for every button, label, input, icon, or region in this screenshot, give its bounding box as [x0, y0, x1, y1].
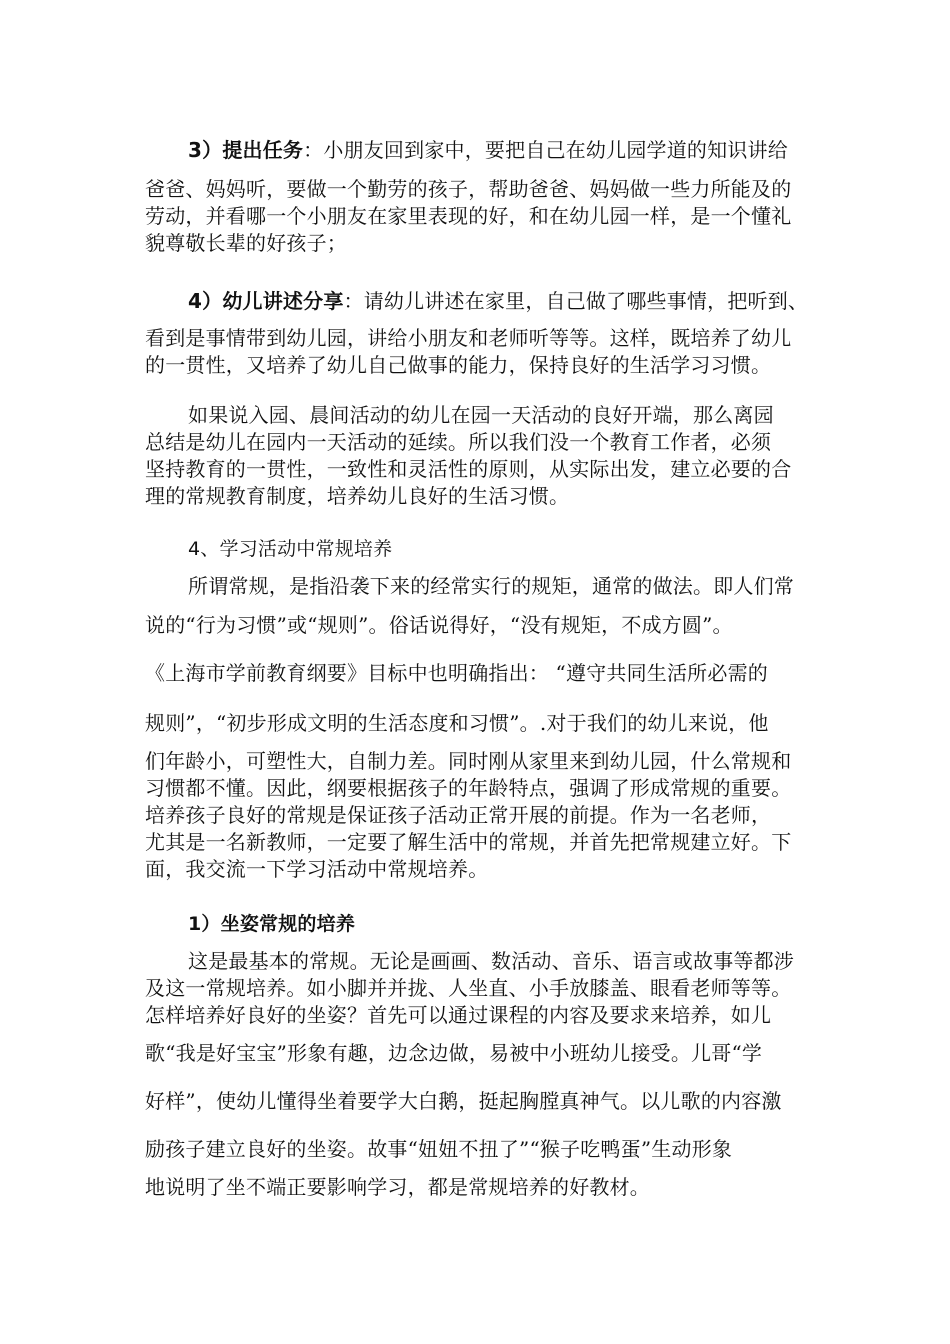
- routine-line: 说的“行为习惯”或“规则”。俗话说得好，“没有规矩，不成方圆”。: [145, 613, 733, 637]
- posture-line: 歌“我是好宝宝”形象有趣，边念边做，易被中小班幼儿接受。儿哥“学: [145, 1041, 763, 1065]
- task3-line: 劳动，并看哪一个小朋友在家里表现的好，和在幼儿园一样，是一个懂礼: [145, 204, 792, 228]
- routine-line: 们年龄小，可塑性大，自制力差。同时刚从家里来到幼儿园，什么常规和: [145, 749, 792, 773]
- task4-first-line: [188, 288, 808, 314]
- summary-line: 理的常规教育制度，培养幼儿良好的生活习惯。: [145, 484, 570, 508]
- posture-line: 地说明了坐不端正要影响学习，都是常规培养的好教材。: [145, 1175, 650, 1199]
- posture-first-line: 这是最基本的常规。无论是画画、数活动、音乐、语言或故事等都涉: [188, 949, 794, 973]
- task3-text: ：小朋友回到家中，要把自己在幼儿园学道的知识讲给: [303, 138, 788, 162]
- routine-line: 《上海市学前教育纲要》目标中也明确指出： “遵守共同生活所必需的: [145, 661, 768, 685]
- routine-line: 培养孩子良好的常规是保证孩子活动正常开展的前提。作为一名老师，: [145, 803, 772, 827]
- routine-line: 面，我交流一下学习活动中常规培养。: [145, 857, 489, 881]
- task4-text: ：请幼儿讲述在家里，自己做了哪些事情，把听到、: [343, 289, 809, 313]
- posture-line: 好样”，使幼儿懂得坐着要学大白鹅，挺起胸膛真神气。以儿歌的内容激: [145, 1089, 782, 1113]
- section4-title: 4、学习活动中常规培养: [188, 538, 393, 560]
- task4-line: 的一贯性，又培养了幼儿自己做事的能力，保持良好的生活学习习惯。: [145, 353, 772, 377]
- task3-line: 爸爸、妈妈听，要做一个勤劳的孩子，帮助爸爸、妈妈做一些力所能及的: [145, 177, 792, 201]
- routine-line: 规则”，“初步形成文明的生活态度和习惯”。.对于我们的幼儿来说，他: [145, 711, 769, 735]
- summary-line: 坚持教育的一贯性，一致性和灵活性的原则，从实际出发，建立必要的合: [145, 457, 792, 481]
- posture-heading: 1）坐姿常规的培养: [188, 913, 356, 935]
- task3-line: 貌尊敬长辈的好孩子；: [145, 231, 347, 255]
- routine-line: 尤其是一名新教师，一定要了解生活中的常规，并首先把常规建立好。下: [145, 830, 792, 854]
- routine-first-line: 所谓常规，是指沿袭下来的经常实行的规矩，通常的做法。即人们常: [188, 574, 794, 598]
- posture-line: 怎样培养好良好的坐姿？首先可以通过课程的内容及要求来培养，如儿: [145, 1003, 772, 1027]
- task4-label: 4）幼儿讲述分享: [188, 289, 344, 313]
- task4-line: 看到是事情带到幼儿园，讲给小朋友和老师听等等。这样，既培养了幼儿: [145, 326, 792, 350]
- summary-line: 总结是幼儿在园内一天活动的延续。所以我们没一个教育工作者，必须: [145, 430, 772, 454]
- task3-label: 3）提出任务: [188, 138, 304, 162]
- routine-line: 习惯都不懂。因此，纲要根据孩子的年龄特点，强调了形成常规的重要。: [145, 776, 792, 800]
- posture-line: 及这一常规培养。如小脚并并拢、人坐直、小手放膝盖、眼看老师等等。: [145, 976, 792, 1000]
- task3-first-line: [188, 137, 788, 163]
- posture-line: 励孩子建立良好的坐姿。故事“妞妞不扭了”“猴子吃鸭蛋”生动形象: [145, 1137, 733, 1161]
- summary-first-line: 如果说入园、晨间活动的幼儿在园一天活动的良好开端，那么离园: [188, 403, 774, 427]
